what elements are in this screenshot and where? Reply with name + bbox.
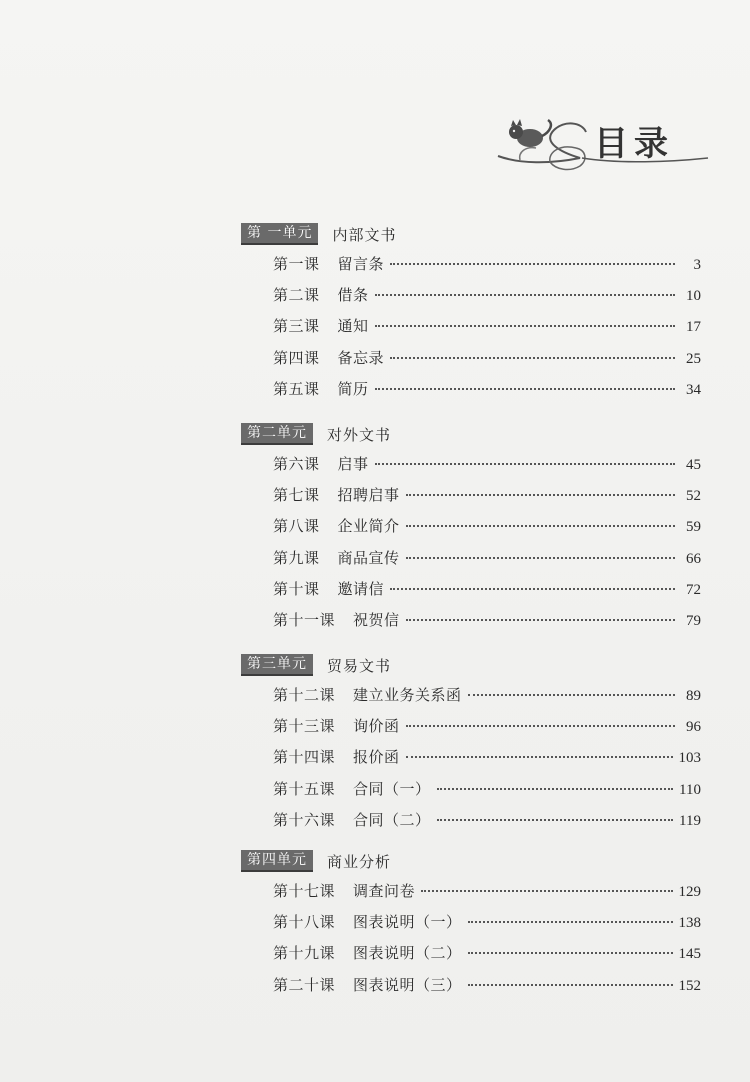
toc-entry[interactable]: [241, 876, 701, 907]
lesson-number: 第十一课: [273, 610, 336, 629]
lesson-number: 第十二课: [273, 686, 336, 704]
lesson-title: 询价函: [353, 717, 400, 736]
dot-leader: [406, 524, 675, 527]
toc-header: [490, 112, 710, 172]
dot-leader: [406, 724, 675, 727]
page-number: 34: [686, 381, 701, 398]
unit-title: 商业分析: [327, 852, 392, 871]
lesson-title: 报价函: [353, 748, 400, 767]
unit-title: 贸易文书: [327, 656, 392, 675]
dot-leader: [390, 356, 675, 359]
lesson-title: 企业简介: [337, 517, 400, 536]
dot-leader: [375, 462, 675, 465]
page-number: 129: [678, 884, 701, 900]
lesson-number: 第十八课: [273, 913, 336, 932]
lesson-number: 第五课: [273, 379, 320, 398]
dot-leader: [406, 755, 673, 758]
page-number: 89: [686, 688, 701, 704]
page-number: 119: [679, 812, 701, 829]
lesson-title: 图表说明（一）: [353, 913, 462, 932]
lesson-title: 图表说明（二）: [353, 944, 462, 963]
unit-section: [241, 423, 701, 636]
dot-leader: [468, 983, 673, 986]
unit-header: [241, 654, 701, 676]
dot-leader: [390, 587, 675, 590]
lesson-number: 第三课: [273, 317, 320, 336]
page-number: 103: [678, 750, 701, 767]
dot-leader: [375, 324, 675, 327]
lesson-title: 商品宣传: [337, 548, 400, 567]
dot-leader: [390, 262, 675, 265]
page-number: 138: [678, 915, 701, 932]
dot-leader: [406, 556, 675, 559]
page-number: 3: [693, 257, 701, 273]
dot-leader: [375, 293, 675, 296]
toc-entry[interactable]: [241, 711, 701, 742]
dot-leader: [468, 951, 673, 954]
toc-entry[interactable]: [241, 938, 701, 969]
unit-header: [241, 223, 701, 245]
unit-badge: 第三单元: [241, 654, 313, 676]
unit-title: 内部文书: [332, 225, 397, 244]
dot-leader: [468, 920, 673, 923]
lesson-title: 招聘启事: [337, 486, 400, 505]
toc-entry[interactable]: [241, 374, 701, 405]
toc-entry[interactable]: [241, 249, 701, 280]
page-number: 52: [686, 488, 701, 505]
unit-header: [241, 850, 701, 872]
page-number: 79: [686, 612, 701, 629]
dot-leader: [437, 787, 674, 790]
unit-section: [241, 223, 701, 405]
dot-leader: [406, 493, 675, 496]
lesson-number: 第十课: [273, 579, 320, 598]
lesson-title: 备忘录: [337, 348, 385, 367]
page-number: 59: [686, 519, 701, 536]
lesson-title: 启事: [337, 455, 369, 473]
page-number: 45: [686, 457, 701, 473]
lesson-title: 留言条: [337, 255, 385, 273]
lesson-number: 第十三课: [273, 717, 336, 736]
toc-entry[interactable]: [241, 343, 701, 374]
lesson-number: 第八课: [273, 517, 320, 536]
lesson-number: 第六课: [273, 455, 320, 473]
lesson-title: 合同（一）: [353, 779, 431, 798]
toc-entry[interactable]: [241, 511, 701, 542]
page-title: 目录: [594, 124, 674, 164]
toc-entry[interactable]: [241, 280, 701, 311]
unit-title: 对外文书: [327, 425, 392, 444]
unit-badge: 第四单元: [241, 850, 313, 872]
lesson-number: 第九课: [273, 548, 320, 567]
page-number: 110: [679, 781, 701, 798]
page-number: 66: [686, 550, 701, 567]
toc-entry[interactable]: [241, 970, 701, 1001]
page-number: 145: [678, 946, 701, 963]
unit-header: [241, 423, 701, 445]
toc-entry[interactable]: [241, 311, 701, 342]
toc-entry[interactable]: [241, 543, 701, 574]
lesson-number: 第十九课: [273, 944, 336, 963]
toc-entry[interactable]: [241, 907, 701, 938]
lesson-title: 调查问卷: [353, 882, 416, 900]
dot-leader: [421, 889, 672, 892]
page-number: 25: [686, 350, 701, 367]
lesson-title: 邀请信: [337, 579, 385, 598]
page-number: 10: [686, 288, 701, 305]
lesson-number: 第二十课: [273, 975, 336, 994]
unit-section: [241, 850, 701, 1001]
dot-leader: [375, 387, 675, 390]
toc-entry[interactable]: [241, 449, 701, 480]
page-number: 152: [678, 977, 701, 994]
toc-entry[interactable]: [241, 774, 701, 805]
toc-entry[interactable]: [241, 574, 701, 605]
toc-entry[interactable]: [241, 805, 701, 836]
page-number: 17: [686, 319, 701, 336]
lesson-title: 合同（二）: [353, 810, 431, 829]
lesson-number: 第十四课: [273, 748, 336, 767]
lesson-number: 第二课: [273, 286, 320, 305]
page-number: 72: [686, 581, 701, 598]
lesson-title: 图表说明（三）: [353, 975, 462, 994]
unit-badge: 第 一单元: [241, 223, 318, 245]
toc-entry[interactable]: [241, 742, 701, 773]
dot-leader: [406, 618, 675, 621]
lesson-number: 第一课: [273, 255, 320, 273]
lesson-number: 第十七课: [273, 882, 336, 900]
dot-leader: [437, 818, 674, 821]
dot-leader: [468, 693, 675, 696]
lesson-title: 借条: [337, 286, 369, 305]
lesson-title: 祝贺信: [353, 610, 400, 629]
lesson-number: 第十六课: [273, 810, 336, 829]
unit-badge: 第二单元: [241, 423, 313, 445]
lesson-title: 通知: [337, 317, 369, 336]
lesson-number: 第四课: [273, 348, 320, 367]
lesson-number: 第十五课: [273, 779, 336, 798]
toc-entry[interactable]: [241, 605, 701, 636]
lesson-title: 简历: [337, 379, 369, 398]
page-number: 96: [686, 719, 701, 736]
lesson-number: 第七课: [273, 486, 320, 505]
unit-section: [241, 654, 701, 836]
lesson-title: 建立业务关系函: [353, 686, 462, 704]
toc-entry[interactable]: [241, 480, 701, 511]
toc-entry[interactable]: [241, 680, 701, 711]
